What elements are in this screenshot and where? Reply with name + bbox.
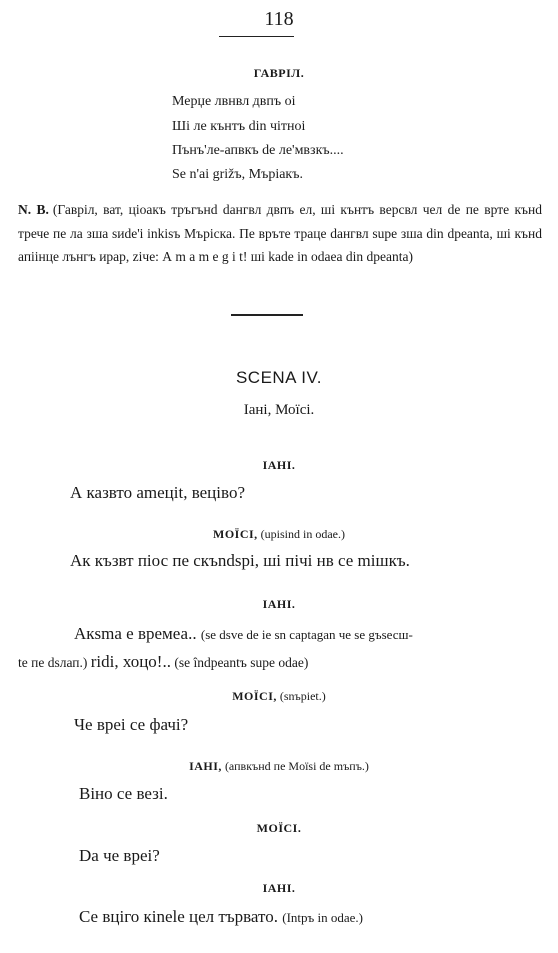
dialogue-speaker: МОЇСІ, (snъpiet.) xyxy=(232,689,326,703)
note-nb-label: N. B. xyxy=(18,202,49,217)
dialogue-continuation: te пе dsлап.) ridi, хоцо!.. (se îndpeantъ supe odae) xyxy=(18,652,309,671)
note-text: (Гавріл, ват, ціоакъ тръгънd dангвл двпъ ел, ші кънтъ версвл чел de пе врте кънd трече пе ла зша sиde'і inkisъ Мъріска. Пе връте траце dангвл supe зша din dpeanta, ші кънd апіінце лънгъ ирар, ziче: А m a m e g i t! ші kade in odaea din dpeanta) xyxy=(18,202,542,264)
dialogue-line: Че вреі се фачі? xyxy=(74,715,189,734)
dialogue-line: Dа че вреі? xyxy=(79,846,160,865)
page-number: 118 xyxy=(264,8,294,30)
header-rule xyxy=(219,36,294,37)
verse-line-4: Se n'ai grižъ, Мъріакъ. xyxy=(172,167,303,182)
stage-note xyxy=(18,198,542,269)
dialogue-line: Акsma е времеа.. (se dsve de ie sn captagan че se gъsесш- xyxy=(74,624,413,643)
dialogue-speaker: ІАНІ, (апвкънd пе Moïsі de mъпъ.) xyxy=(189,759,369,773)
dialogue-speaker: ІАНІ. xyxy=(262,881,296,895)
dialogue-speaker: ІАНІ. xyxy=(262,458,296,472)
stage-direction: (Intpъ in odae.) xyxy=(282,910,363,925)
dialogue-line: А казвто аmеціt, вецівo? xyxy=(70,483,246,502)
dialogue-speaker: ІАНІ. xyxy=(262,597,296,611)
dialogue-speaker: МОЇСІ. xyxy=(256,821,302,835)
dialogue-line: Віно се везі. xyxy=(79,784,168,803)
dialogue-line: Се вціго кіnele цел тървато. (Intpъ in odae.) xyxy=(79,907,363,926)
section-rule xyxy=(231,314,303,316)
speaker-gavril: ГАВРІЛ. xyxy=(253,66,305,80)
verse-line-1: Мерџе лвнвл двпъ оі xyxy=(172,94,296,109)
scene-cast: Іані, Моїсі. xyxy=(243,402,315,418)
dialogue-speaker: МОЇСІ, (upіsind in odae.) xyxy=(213,527,345,541)
verse-line-3: Пънъ'ле-апвкъ de ле'мвзкъ.... xyxy=(172,143,344,158)
scene-title: SCENA IV. xyxy=(235,368,323,387)
stage-direction: (se dsve de ie sn captagan че se gъsесш- xyxy=(200,627,413,642)
verse-line-2: Ші ле кънтъ din чітноі xyxy=(172,119,306,134)
dialogue-line: Ак къзвт піос пе скъndspi, ші пічі нв се mішкъ. xyxy=(70,551,410,570)
